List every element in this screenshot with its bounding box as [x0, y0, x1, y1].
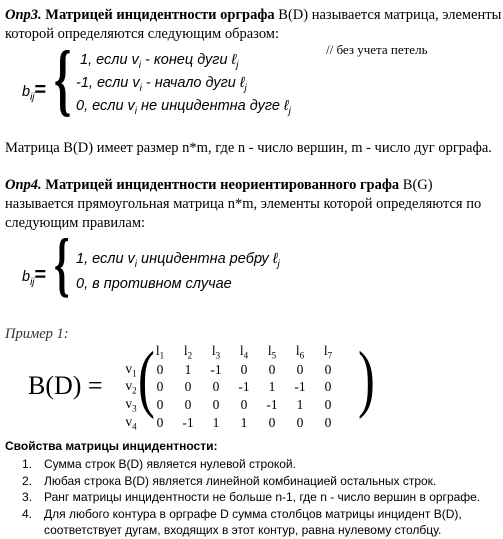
- matrix-cell: 0: [324, 361, 332, 377]
- matrix-cell: 0: [184, 396, 192, 412]
- matrix-row: [116, 361, 342, 379]
- matrix-cell: 1: [240, 414, 248, 430]
- def3-text: B(D) называется матрица, элементы: [274, 7, 502, 23]
- matrix-cell: 1: [296, 396, 304, 412]
- props-item: 2. Любая строка B(D) является линейной комбинацией остальных строк.: [22, 473, 437, 488]
- matrix-cell: 0: [324, 396, 332, 412]
- def4-lhs: $b_{ij}=$: [22, 264, 47, 288]
- def3-line1: [5, 6, 501, 25]
- matrix-col-header: $l_6$: [295, 343, 305, 361]
- matrix-right-paren: ): [358, 335, 375, 420]
- matrix-cell: 0: [296, 361, 304, 377]
- matrix-col-header: $l_2$: [183, 343, 193, 361]
- def3-size: Матрица B(D) имеет размер n*m, где n - число вершин, m - число дуг орграфа.: [5, 140, 492, 156]
- def4-line3: следующим правилам:: [5, 215, 146, 231]
- matrix-cell: 0: [156, 396, 164, 412]
- def3-line2: которой определяются следующим образом:: [5, 26, 279, 42]
- matrix-cell: 0: [324, 414, 332, 430]
- matrix-col-header: $l_1$: [155, 343, 165, 361]
- example-label: Пример 1:: [5, 326, 69, 342]
- matrix-row-header: $v_4$: [125, 413, 137, 432]
- def3-lhs: $b_{ij}=$: [22, 79, 47, 103]
- matrix-cell: 0: [296, 414, 304, 430]
- matrix-cell: 1: [184, 361, 192, 377]
- def3-term: Матрицей инцидентности орграфа: [41, 7, 275, 23]
- matrix-col-header: $l_3$: [211, 343, 221, 361]
- matrix-cell: 0: [324, 379, 332, 395]
- props-item: соответствует дугам, входящих в этот контур, равна нулевому столбцу.: [44, 523, 442, 537]
- def4-brace: {: [54, 224, 70, 304]
- matrix-cell: 1: [268, 379, 276, 395]
- def3-case3: 0, если $v_i$ не инцидентна дуге ℓ$_j$: [76, 98, 291, 117]
- def4-text: B(G): [399, 177, 433, 193]
- matrix-row-header: $v_1$: [125, 360, 137, 379]
- def4-label: Опр4.: [5, 177, 42, 193]
- matrix-row: [116, 414, 342, 432]
- matrix-cell: 0: [184, 379, 192, 395]
- matrix-cell: 0: [240, 396, 248, 412]
- def4-line2: называется прямоугольная матрица n*m, элементы которой определяются по: [5, 196, 482, 212]
- props-item: 1. Сумма строк B(D) является нулевой строкой.: [22, 457, 296, 471]
- def3-label: Опр3.: [5, 7, 42, 23]
- props-item: 3. Ранг матрицы инцидентности не больше n-1, где n - число вершин в орграфе.: [22, 490, 481, 504]
- def3-case2: -1, если $v_i$ - начало дуги ℓ$_j$: [76, 75, 247, 94]
- incidence-matrix: [116, 343, 342, 431]
- matrix-cell: 0: [212, 379, 220, 395]
- props-list: [22, 456, 480, 539]
- matrix-col-header: $l_7$: [323, 343, 333, 361]
- matrix-header-row: [116, 343, 342, 361]
- matrix-cell: 0: [268, 414, 276, 430]
- def4-case2: 0, в противном случае: [76, 276, 232, 292]
- matrix-cell: 0: [240, 361, 248, 377]
- matrix-cell: -1: [210, 361, 222, 377]
- matrix-cell: 0: [268, 361, 276, 377]
- matrix-row-header: $v_2$: [125, 378, 137, 397]
- matrix-cell: 0: [156, 414, 164, 430]
- matrix-col-header: $l_4$: [239, 343, 249, 361]
- def3-case1: 1, если $v_i$ - конец дуги ℓ$_j$: [80, 52, 239, 71]
- matrix-cell: -1: [294, 379, 306, 395]
- matrix-col-header: $l_5$: [267, 343, 277, 361]
- def3-brace: {: [54, 36, 72, 124]
- matrix-row: [116, 396, 342, 414]
- matrix-cell: -1: [182, 414, 194, 430]
- matrix-cell: -1: [266, 396, 278, 412]
- def3-note: // без учета петель: [326, 42, 428, 57]
- matrix-cell: -1: [238, 379, 250, 395]
- def4-line1: [5, 176, 433, 195]
- matrix-row: [116, 378, 342, 396]
- props-title: Свойства матрицы инцидентности:: [5, 439, 218, 453]
- matrix-cell: 1: [212, 414, 220, 430]
- matrix-name: B(D) =: [28, 371, 103, 400]
- props-item: 4. Для любого контура в орграфе D сумма столбцов матрицы инцидент B(D),: [22, 506, 462, 521]
- matrix-left-paren: (: [138, 335, 155, 420]
- def4-term: Матрицей инцидентности неориентированного графа: [41, 177, 400, 193]
- matrix-cell: 0: [212, 396, 220, 412]
- matrix-cell: 0: [156, 361, 164, 377]
- matrix-row-header: $v_3$: [125, 396, 137, 414]
- def4-case1: 1, если $v_i$ инцидентна ребру ℓ$_j$: [76, 251, 280, 270]
- matrix-cell: 0: [156, 379, 164, 395]
